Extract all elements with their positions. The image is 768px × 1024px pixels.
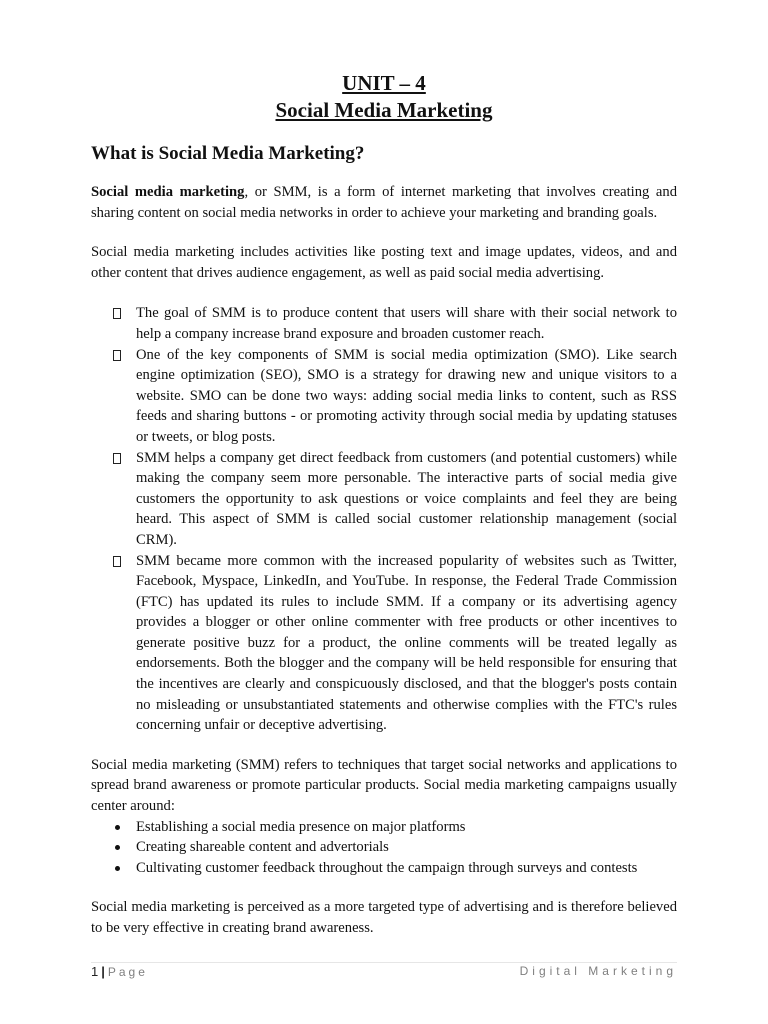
section-heading: What is Social Media Marketing? [91, 143, 365, 164]
paragraph-techniques: Social media marketing (SMM) refers to techniques that target social networks and applications to spread brand awareness or promote particular products. Social media marketing campaigns usually center around: [91, 756, 677, 815]
unit-title: UNIT – 4 [342, 71, 426, 95]
dot-bullet-list [91, 817, 677, 879]
list-item-text: Creating shareable content and advertorials [136, 839, 389, 856]
document-page [91, 68, 677, 939]
page-label: Page [107, 965, 148, 979]
footer-page-info [91, 964, 148, 979]
list-item-text: Cultivating customer feedback throughout the campaign through surveys and contests [136, 859, 638, 876]
list-item-text: SMM became more common with the increased popularity of websites such as Twitter, Facebook, Myspace, LinkedIn, and YouTube. In response, the Federal Trade Commission (FTC) has updated its rules to include SMM. If a company or its advertising agency provides a blogger or other online commenter with free products or other incentives to generate positive buzz for a product, the online comments will be treated legally as endorsements. Both the blogger and the company will be held responsible for ensuring that the incentives are clearly and conspicuously disclosed, and that the blogger's posts contain no misleading or unsubstantiated statements and otherwise complies with the FTC's rules concerning unfair or deceptive advertising. [136, 552, 677, 734]
list-item [91, 448, 677, 551]
intro-bold-term: Social media marketing [91, 184, 245, 200]
list-item-text: One of the key components of SMM is social media optimization (SMO). Like search engine optimization (SEO), SMO is a strategy for drawing new and unique visitors to a website. SMO can be done two ways: adding social media links to content, such as RSS feeds and sharing buttons - or promoting activity through social media by updating statuses or tweets, or blog posts. [136, 346, 677, 445]
page-footer [91, 962, 677, 983]
box-bullet-list [91, 303, 677, 735]
paragraph-activities: Social media marketing includes activities like posting text and image updates, videos, and and other content that drives audience engagement, as well as paid social media advertising. [91, 244, 677, 281]
list-item [91, 858, 677, 879]
footer-separator: | [101, 964, 105, 979]
page-title: Social Media Marketing [275, 98, 493, 122]
footer-document-title: Digital Marketing [519, 964, 677, 978]
list-item-text: Establishing a social media presence on major platforms [136, 818, 466, 835]
bullet-dot-icon [115, 825, 120, 830]
list-item [91, 551, 677, 736]
page-number: 1 [91, 964, 99, 979]
list-item-text: SMM helps a company get direct feedback from customers (and potential customers) while making the company seem more personable. The interactive parts of social media give customers the opportunity to ask questions or voice complaints and feel they are being heard. This aspect of SMM is called social customer relationship management (social CRM). [136, 449, 677, 548]
list-item [91, 837, 677, 858]
paragraph-conclusion: Social media marketing is perceived as a more targeted type of advertising and is therefore believed to be very effective in creating brand awareness. [91, 899, 677, 936]
bullet-dot-icon [115, 866, 120, 871]
checkbox-bullet-icon [113, 556, 121, 567]
list-item-text: The goal of SMM is to produce content that users will share with their social network to help a company increase brand exposure and broaden customer reach. [136, 305, 677, 342]
list-item [91, 345, 677, 448]
bullet-dot-icon [115, 845, 120, 850]
checkbox-bullet-icon [113, 350, 121, 361]
intro-paragraph [91, 182, 677, 223]
list-item [91, 303, 677, 344]
intro-text: , or SMM, is a form of internet marketing that involves creating and sharing content on social media networks in order to achieve your marketing and branding goals. [91, 184, 677, 221]
checkbox-bullet-icon [113, 453, 121, 464]
checkbox-bullet-icon [113, 308, 121, 319]
list-item [91, 817, 677, 838]
